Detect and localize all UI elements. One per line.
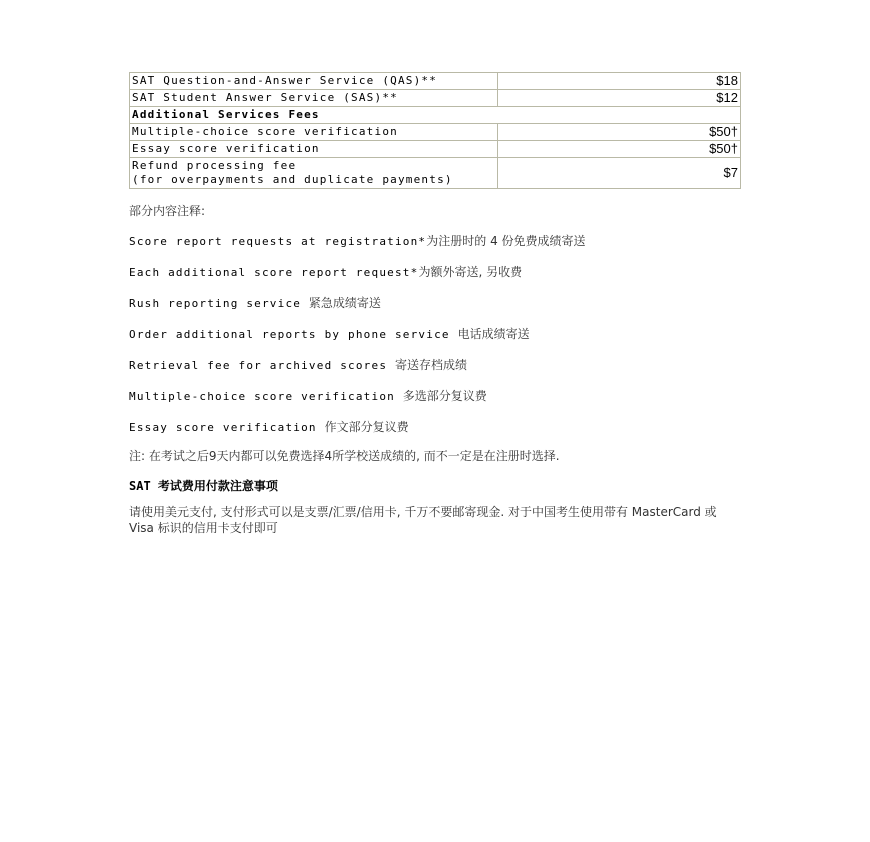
fee-label: Refund processing fee (for overpayments and duplicate payments) (130, 158, 498, 189)
note-explanation: 多选部分复议费 (402, 389, 487, 403)
payment-heading: SAT 考试费用付款注意事项 (129, 479, 278, 493)
note-term: Order additional reports by phone service (129, 328, 458, 341)
payment-text: 请使用美元支付, 支付形式可以是支票/汇票/信用卡, 千万不要邮寄现金. 对于中国考生使用带有 MasterCard 或 Visa 标识的信用卡支付即可 (129, 505, 717, 535)
fee-amount: $50† (498, 141, 741, 158)
fee-amount: $50† (498, 124, 741, 141)
note-item (129, 388, 741, 405)
note-item (129, 357, 741, 374)
fee-label: Multiple-choice score verification (130, 124, 498, 141)
note-footnote: 注: 在考试之后9天内都可以免费选择4所学校送成绩的, 而不一定是在注册时选择. (129, 449, 560, 463)
note-term: Each additional score report request* (129, 266, 419, 279)
notes-section (129, 203, 741, 536)
note-term: Essay score verification (129, 421, 325, 434)
fee-label: Essay score verification (130, 141, 498, 158)
fee-label: SAT Question-and-Answer Service (QAS)** (130, 73, 498, 90)
note-term: Score report requests at registration* (129, 235, 427, 248)
table-row (130, 124, 741, 141)
note-item (129, 233, 741, 250)
note-explanation: 作文部分复议费 (324, 420, 409, 434)
note-item (129, 419, 741, 436)
note-term: Rush reporting service (129, 297, 309, 310)
fee-table (129, 72, 741, 189)
notes-intro: 部分内容注释: (129, 204, 206, 218)
section-title: Additional Services Fees (130, 107, 741, 124)
table-row (130, 158, 741, 189)
note-explanation: 为额外寄送, 另收费 (418, 265, 523, 279)
note-explanation: 电话成绩寄送 (457, 327, 530, 341)
note-item (129, 295, 741, 312)
fee-label: SAT Student Answer Service (SAS)** (130, 90, 498, 107)
table-row (130, 90, 741, 107)
note-item (129, 264, 741, 281)
table-row (130, 73, 741, 90)
note-term: Multiple-choice score verification (129, 390, 403, 403)
note-explanation: 为注册时的 4 份免费成绩寄送 (426, 234, 586, 248)
fee-amount: $12 (498, 90, 741, 107)
table-section-row (130, 107, 741, 124)
note-item (129, 326, 741, 343)
note-explanation: 寄送存档成绩 (394, 358, 467, 372)
note-term: Retrieval fee for archived scores (129, 359, 395, 372)
fee-amount: $18 (498, 73, 741, 90)
table-row (130, 141, 741, 158)
fee-amount: $7 (498, 158, 741, 189)
note-explanation: 紧急成绩寄送 (308, 296, 381, 310)
document-page (129, 72, 741, 550)
